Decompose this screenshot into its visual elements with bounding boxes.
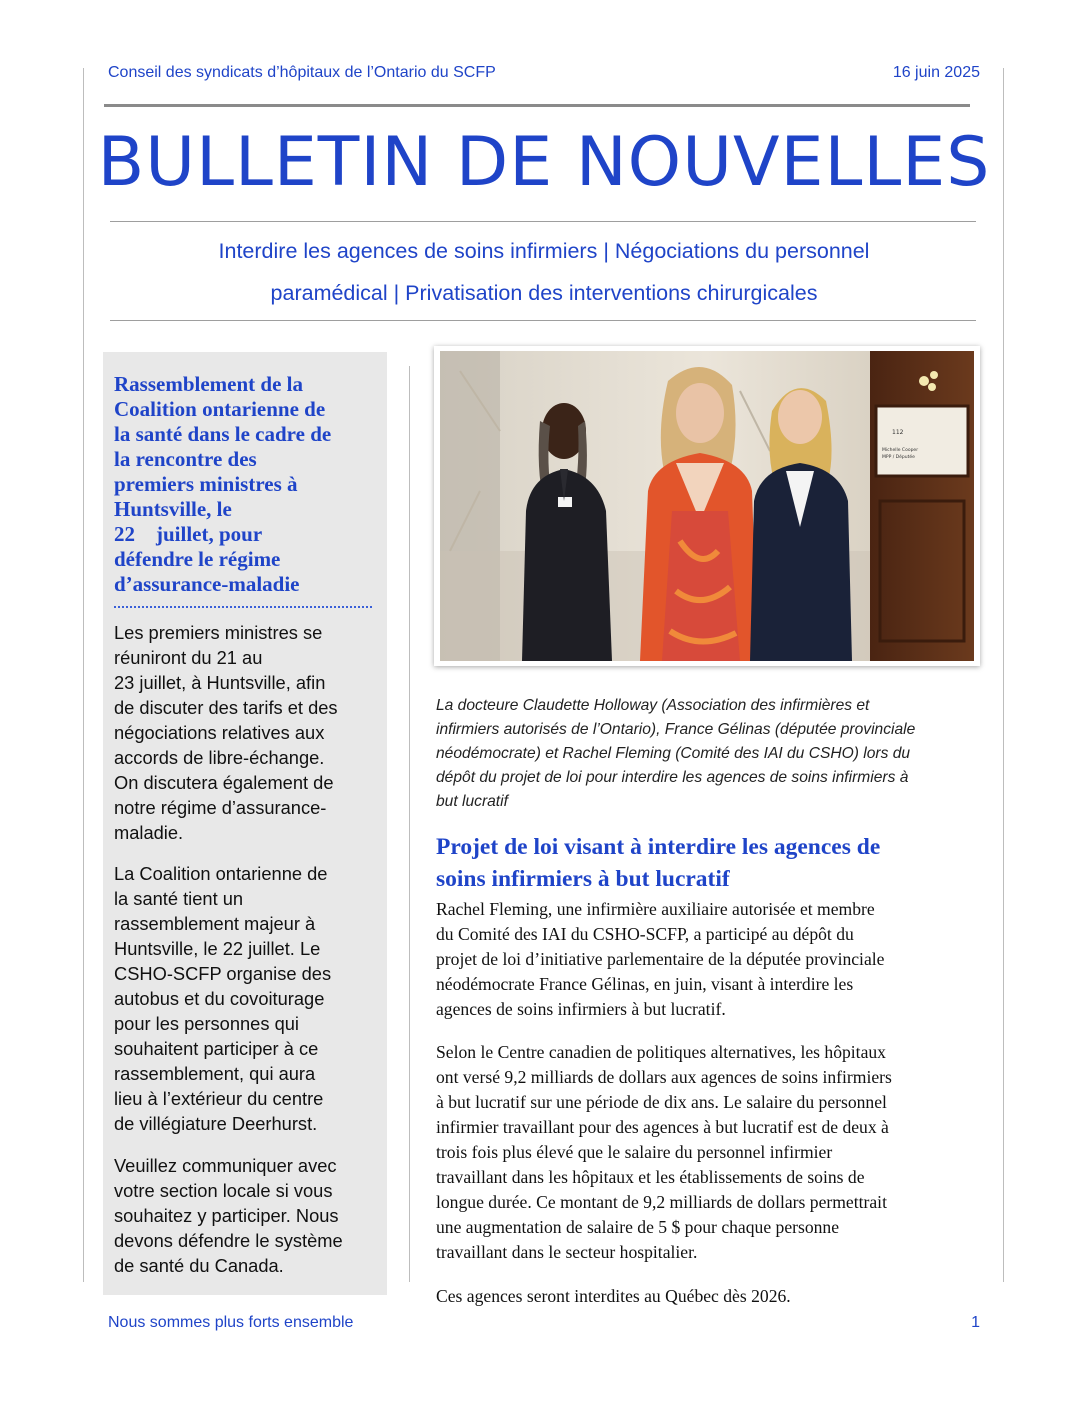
sidebar-line: souhaitent participer à ce: [114, 1038, 319, 1059]
article-paragraph-3: [436, 1284, 982, 1309]
sidebar-paragraph-3: [114, 1153, 376, 1278]
sidebar-title-line: Huntsville, le: [114, 497, 232, 521]
caption-line: La docteure Claudette Holloway (Association des infirmières et: [436, 697, 870, 714]
article-line: trois fois plus élevé que le salaire du personnel infirmier: [436, 1142, 833, 1162]
sidebar-line: négociations relatives aux: [114, 722, 325, 743]
sidebar-line: rassemblement majeur à: [114, 913, 316, 934]
topics-rule-bottom: [110, 320, 976, 321]
article-line: ont versé 9,2 milliards de dollars aux agences de soins infirmiers: [436, 1067, 892, 1087]
door-sign-number: 112: [892, 429, 904, 436]
page-border-left: [83, 68, 84, 1282]
article-title-line: soins infirmiers à but lucratif: [436, 866, 730, 892]
sidebar-title-line: 22 juillet, pour: [114, 522, 263, 546]
sidebar-line: souhaitez y participer. Nous: [114, 1205, 339, 1226]
sidebar-title: [114, 372, 384, 597]
ceiling-light: [919, 376, 929, 386]
sidebar-line: votre section locale si vous: [114, 1180, 333, 1201]
article-paragraph-2: [436, 1040, 982, 1265]
topics-line: paramédical | Privatisation des interventions chirurgicales: [270, 281, 818, 305]
door-window: [876, 406, 968, 476]
article-title-line: Projet de loi visant à interdire les agences de: [436, 834, 881, 860]
sidebar-line: maladie.: [114, 822, 184, 843]
sidebar-line: rassemblement, qui aura: [114, 1063, 316, 1084]
sidebar-line: Veuillez communiquer avec: [114, 1155, 337, 1176]
sidebar-title-line: la rencontre des: [114, 447, 257, 471]
sidebar-line: notre régime d’assurance-: [114, 797, 327, 818]
article-paragraph-1: [436, 897, 982, 1022]
sidebar-title-line: défendre le régime: [114, 547, 281, 571]
article-line: à but lucratif sur une période de dix ans. Le salaire du personnel: [436, 1092, 887, 1112]
column-divider: [409, 366, 410, 1282]
page-number: 1: [971, 1314, 980, 1331]
photo-caption: [436, 694, 976, 814]
masthead-title: BULLETIN DE NOUVELLES: [97, 123, 991, 202]
sidebar-line: réuniront du 21 au: [114, 647, 263, 668]
article-line: du Comité des IAI du CSHO-SCFP, a participé au dépôt du: [436, 924, 854, 944]
article-line: longue durée. Ce montant de 9,2 milliards de dollars permettrait: [436, 1192, 887, 1212]
sidebar-line: de villégiature Deerhurst.: [114, 1113, 318, 1134]
caption-line: dépôt du projet de loi pour interdire les agences de soins infirmiers à: [436, 769, 909, 786]
caption-line: infirmiers autorisés de l’Ontario), France Gélinas (députée provinciale: [436, 721, 916, 738]
caption-line: néodémocrate) et Rachel Fleming (Comité des IAI du CSHO) lors du: [436, 745, 911, 762]
topics-banner: [140, 230, 948, 314]
sidebar-title-line: d’assurance-maladie: [114, 572, 300, 596]
sidebar-line: Les premiers ministres se: [114, 622, 323, 643]
sidebar-title-line: Coalition ontarienne de: [114, 397, 326, 421]
sidebar-line: devons défendre le système: [114, 1230, 343, 1251]
issue-date: 16 juin 2025: [892, 64, 980, 81]
topics-rule-top: [110, 221, 976, 222]
door-sign-name: Michelle Cooper: [882, 448, 919, 453]
sidebar-line: CSHO-SCFP organise des: [114, 963, 332, 984]
article-line: Ces agences seront interdites au Québec dès 2026.: [436, 1286, 791, 1306]
sidebar-line: pour les personnes qui: [114, 1013, 299, 1034]
sidebar-line: La Coalition ontarienne de: [114, 863, 328, 884]
caption-line: but lucratif: [436, 793, 508, 810]
group-photo: [440, 351, 974, 661]
article-line: projet de loi d’initiative parlementaire de la députée provinciale: [436, 949, 885, 969]
sidebar-paragraph-1: [114, 620, 376, 845]
sidebar-line: 23 juillet, à Huntsville, afin: [114, 672, 326, 693]
sidebar-line: de discuter des tarifs et des: [114, 697, 338, 718]
article-line: une augmentation de salaire de 5 $ pour chaque personne: [436, 1217, 840, 1237]
article-line: travaillant dans le secteur hospitalier.: [436, 1242, 698, 1262]
photo-frame: [434, 346, 980, 666]
organization-name: Conseil des syndicats d’hôpitaux de l’Ontario du SCFP: [108, 64, 496, 81]
sidebar-dotted-rule: [114, 606, 372, 608]
article-line: agences de soins infirmiers à but lucratif.: [436, 999, 726, 1019]
sidebar-title-line: Rassemblement de la: [114, 372, 303, 396]
page-border-right: [1003, 68, 1004, 1282]
sidebar-title-line: la santé dans le cadre de: [114, 422, 332, 446]
article-line: Rachel Fleming, une infirmière auxiliaire autorisée et membre: [436, 899, 875, 919]
sidebar-line: lieu à l’extérieur du centre: [114, 1088, 324, 1109]
sidebar-line: la santé tient un: [114, 888, 244, 909]
sidebar-title-line: premiers ministres à: [114, 472, 298, 496]
article-line: néodémocrate France Gélinas, en juin, visant à interdire les: [436, 974, 854, 994]
article-line: infirmier travaillant pour des agences à but lucratif est de deux à: [436, 1117, 889, 1137]
sidebar-paragraph-2: [114, 861, 376, 1136]
sidebar-line: Huntsville, le 22 juillet. Le: [114, 938, 321, 959]
article-line: Selon le Centre canadien de politiques alternatives, les hôpitaux: [436, 1042, 886, 1062]
wooden-door: [870, 351, 974, 661]
door-sign-role: MPP / Députée: [882, 455, 915, 460]
topics-line: Interdire les agences de soins infirmiers | Négociations du personnel: [218, 239, 870, 263]
article-line: travaillant dans les hôpitaux et les établissements de soins de: [436, 1167, 865, 1187]
header-rule: [104, 104, 970, 107]
article-title: [436, 831, 996, 895]
sidebar-line: de santé du Canada.: [114, 1255, 284, 1276]
sidebar-line: accords de libre-échange.: [114, 747, 325, 768]
sidebar-line: On discutera également de: [114, 772, 334, 793]
sidebar-line: autobus et du covoiturage: [114, 988, 325, 1009]
footer-slogan: Nous sommes plus forts ensemble: [108, 1314, 354, 1331]
